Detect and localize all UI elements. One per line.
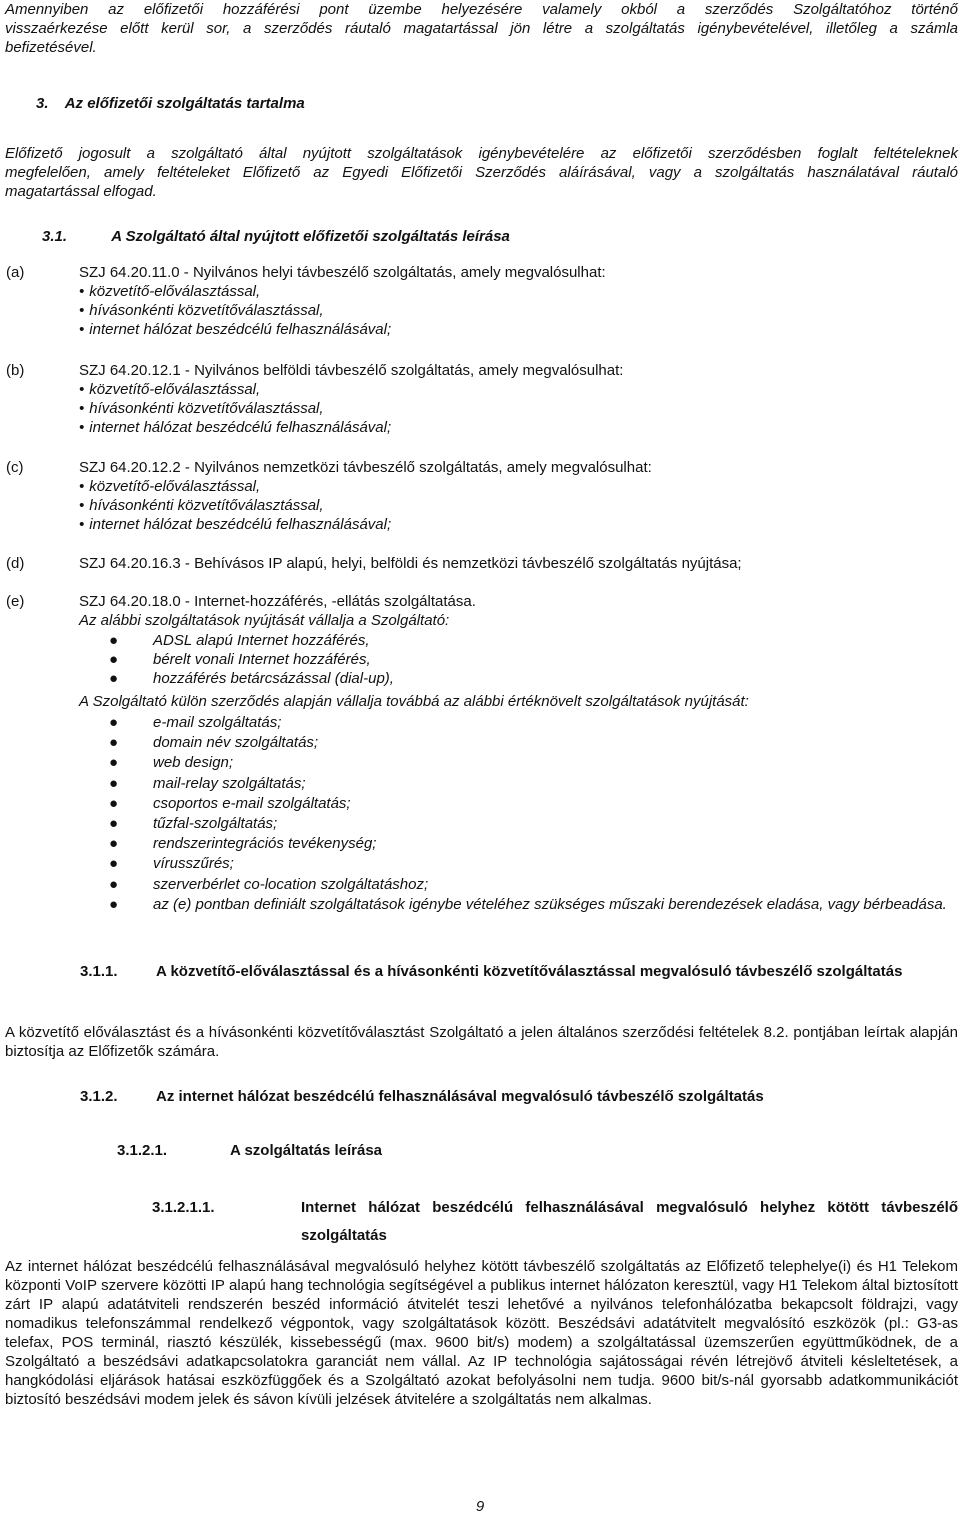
- sub-item: • közvetítő-előválasztással,: [79, 380, 959, 399]
- sub-item: • internet hálózat beszédcélú felhasználásával;: [79, 320, 959, 339]
- section-number: 3.1.1.: [80, 963, 118, 980]
- body-line: magatartással elfogad.: [5, 183, 157, 200]
- bullet-icon: ●: [109, 651, 119, 668]
- section-number: 3.1.: [42, 228, 68, 245]
- item-body: [79, 554, 959, 573]
- bullet-icon: ●: [109, 632, 119, 649]
- internet-access-list: [109, 631, 960, 688]
- list-item: ● e-mail szolgáltatás;: [109, 713, 960, 733]
- bullet-icon: ●: [109, 815, 119, 833]
- section-3-1-2-1-heading: [117, 1141, 383, 1160]
- section-3-1-1-body: A közvetítő előválasztást és a hívásonkénti közvetítőválasztást Szolgáltató a jelen általános szerződési feltételek 8.2. pontjában leírtak alapján biztosítja az Előfizetők számára.: [5, 1024, 958, 1060]
- item-text: SZJ 64.20.11.0 - Nyilvános helyi távbeszélő szolgáltatás, amely megvalósulhat:: [79, 264, 606, 281]
- section-title: A Szolgáltató által nyújtott előfizetői szolgáltatás leírása: [111, 228, 510, 245]
- body-line: megfelelően, amely feltételeket Előfizető az Egyedi Előfizetői Szerződés aláírásával, vagy a szolgáltatás használatával ráutaló: [5, 164, 958, 181]
- bullet-icon: ●: [109, 794, 119, 812]
- bullet-icon: ●: [109, 754, 119, 772]
- section-title: A közvetítő-előválasztással és a hívásonkénti közvetítőválasztással megvalósuló távbeszélő szolgáltatás: [156, 963, 903, 980]
- section-title: A szolgáltatás leírása: [230, 1142, 383, 1159]
- list-item: ● tűzfal-szolgáltatás;: [109, 814, 960, 834]
- item-body: [79, 592, 959, 630]
- section-number: 3.1.2.: [80, 1088, 118, 1105]
- list-item: ● mail-relay szolgáltatás;: [109, 774, 960, 794]
- item-subtext: Az alábbi szolgáltatások nyújtását vállalja a Szolgáltató:: [79, 612, 450, 629]
- item-body: [79, 263, 959, 339]
- sub-item: • közvetítő-előválasztással,: [79, 282, 959, 301]
- section-3-1-heading: [42, 227, 510, 246]
- section-number: 3.: [36, 95, 49, 112]
- item-text: SZJ 64.20.12.1 - Nyilvános belföldi távbeszélő szolgáltatás, amely megvalósulhat:: [79, 362, 624, 379]
- item-label: (b): [6, 362, 25, 379]
- list-item: ● hozzáférés betárcsázással (dial-up),: [109, 670, 394, 687]
- item-body: [79, 361, 959, 437]
- item-label: (d): [6, 555, 25, 572]
- list-item: ● bérelt vonali Internet hozzáférés,: [109, 651, 371, 668]
- bullet-icon: ●: [109, 875, 119, 893]
- sub-item: • internet hálózat beszédcélú felhasználásával;: [79, 418, 959, 437]
- section-3-1-2-1-1-body: Az internet hálózat beszédcélú felhasználásával megvalósuló helyhez kötött távbeszélő szolgáltatás az Előfizető telephelye(i) és H1 Telekom központi VoIP szervere közötti IP alapú hang technológia segítségével a publikus internet hálózaton keresztül, vagy H1 Telekom által biztosított zárt IP alapú adatátviteli rendszerén beszéd információ átvitelét teszi lehetővé a nyilvános telefonhálózatba bekapcsolt földrajzi, vagy nomadikus telefonszámmal rendelkező végpontok, vagy szolgáltatások között. Beszédsávi adatátvitelt megvalósító eszközök (pl.: G3-as telefax, POS terminál, riasztó készülék, kissebességű (max. 9600 bit/s) modem) a szolgáltatással üzemszerűen együttműködnek, de a Szolgáltató a beszédsávi adatkapcsolatokra garanciát nem vállal. Az IP technológia sajátosságai révén létrejövő átviteli késleltetések, a hangkódolási eljárások hatásai eszközfüggőek és a Szolgáltató azokat befolyásolni nem tudja. 9600 bit/s-nál gyorsabb adatkommunikációt biztosító beszédsávi modem jelek és sávon kívüli jelzések átvitelére a szolgáltatás nem alkalmas.: [5, 1258, 958, 1408]
- bullet-icon: ●: [109, 734, 119, 752]
- intro-line: Amennyiben az előfizetői hozzáférési pont üzembe helyezésére valamely okból a szerződés Szolgáltatóhoz történő: [5, 1, 958, 18]
- sub-item: • hívásonkénti közvetítőválasztással,: [79, 399, 959, 418]
- item-label: (a): [6, 264, 25, 281]
- value-added-intro: A Szolgáltató külön szerződés alapján vállalja továbbá az alábbi értéknövelt szolgáltatások nyújtását:: [79, 693, 749, 710]
- section-title: Az internet hálózat beszédcélú felhasználásával megvalósuló távbeszélő szolgáltatás: [156, 1088, 764, 1105]
- item-text: SZJ 64.20.18.0 - Internet-hozzáférés, -ellátás szolgáltatása.: [79, 593, 476, 610]
- bullet-icon: ●: [109, 855, 119, 873]
- list-item: ● domain név szolgáltatás;: [109, 733, 960, 753]
- bullet-icon: ●: [109, 835, 119, 853]
- sub-item: • hívásonkénti közvetítőválasztással,: [79, 496, 959, 515]
- section-title: Az előfizetői szolgáltatás tartalma: [64, 95, 305, 112]
- bullet-icon: ●: [109, 714, 119, 731]
- sub-item: • internet hálózat beszédcélú felhasználásával;: [79, 515, 959, 534]
- section-3-1-2-heading: [80, 1087, 764, 1106]
- item-text: SZJ 64.20.16.3 - Behívásos IP alapú, helyi, belföldi és nemzetközi távbeszélő szolgáltatás nyújtása;: [79, 555, 742, 572]
- section-3-1-1-heading: [80, 958, 958, 986]
- item-label: (e): [6, 593, 25, 610]
- item-body: [79, 458, 959, 534]
- section-3-body: [5, 144, 958, 201]
- intro-line: visszaérkezése előtt kerül sor, a szerződés ráutaló magatartással jön létre a szolgáltatás igénybevételével, illetőleg a számla: [5, 20, 958, 37]
- section-number: 3.1.2.1.1.: [152, 1199, 215, 1216]
- list-item: ● az (e) pontban definiált szolgáltatások igénybe vételéhez szükséges műszaki berendezések eladása, vagy bérbeadása.: [109, 895, 960, 915]
- sub-item: • hívásonkénti közvetítőválasztással,: [79, 301, 959, 320]
- section-number: 3.1.2.1.: [117, 1142, 168, 1159]
- item-label: (c): [6, 459, 24, 476]
- section-3-1-2-1-1-heading: [152, 1194, 958, 1250]
- section-3-heading: [36, 94, 305, 113]
- intro-line: befizetésével.: [5, 39, 97, 56]
- section-title: Internet hálózat beszédcélú felhasználásával megvalósuló helyhez kötött távbeszélő szolgáltatás: [301, 1199, 958, 1244]
- body-line: Előfizető jogosult a szolgáltató által nyújtott szolgáltatások igénybevételére az előfizetői szerződésben foglalt feltételeknek: [5, 145, 958, 162]
- page-number: 9: [475, 1498, 485, 1515]
- bullet-icon: ●: [109, 895, 119, 913]
- sub-item: • közvetítő-előválasztással,: [79, 477, 959, 496]
- list-item: ● vírusszűrés;: [109, 854, 960, 874]
- bullet-icon: ●: [109, 774, 119, 792]
- list-item: ● web design;: [109, 753, 960, 773]
- list-item: ● rendszerintegrációs tevékenység;: [109, 834, 960, 854]
- list-item: ● csoportos e-mail szolgáltatás;: [109, 794, 960, 814]
- item-text: SZJ 64.20.12.2 - Nyilvános nemzetközi távbeszélő szolgáltatás, amely megvalósulhat:: [79, 459, 652, 476]
- value-added-services-list: [109, 713, 960, 915]
- list-item: ● szerverbérlet co-location szolgáltatáshoz;: [109, 875, 960, 895]
- list-item: ● ADSL alapú Internet hozzáférés,: [109, 632, 370, 649]
- bullet-icon: ●: [109, 670, 119, 687]
- intro-paragraph: [5, 0, 958, 57]
